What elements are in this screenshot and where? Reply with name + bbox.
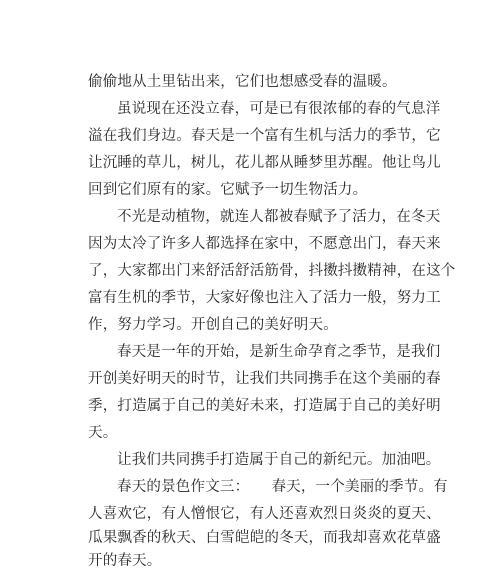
text-line: 因为太冷了许多人都选择在家中，不愿意出门，春天来 [88,236,441,252]
text-line: 偷偷地从土里钻出来，它们也想感受春的温暖。 [88,74,397,90]
text-line: 人喜欢它，有人憎恨它，有人还喜欢烈日炎炎的夏天、 [88,506,441,522]
paragraph-first-line: 虽说现在还没立春，可是已有很浓郁的春的气息洋 [117,101,441,117]
text-line: 溢在我们身边。春天是一个富有生机与活力的季节，它 [88,128,441,144]
paragraph-first-line: 春天的景色作文三： 春天，一个美丽的季节。有 [117,479,448,495]
text-line: 天。 [88,425,118,441]
text-line: 让沉睡的草儿，树儿，花儿都从睡梦里苏醒。他让鸟儿 [88,155,441,171]
paragraph-first-line: 春天是一年的开始，是新生命孕育之季节，是我们 [117,344,441,360]
paragraph-first-line: 让我们共同携手打造属于自己的新纪元。加油吧。 [117,452,441,468]
text-line: 回到它们原有的家。它赋予一切生物活力。 [88,182,368,198]
text-line: 瓜果飘香的秋天、白雪皑皑的冬天，而我却喜欢花草盛 [88,530,441,546]
text-line: 开的春天。 [88,553,162,569]
text-line: 富有生机的季节，大家好像也注入了活力一般，努力工 [88,290,441,306]
text-line: 了，大家都出门来舒活舒活筋骨，抖擞抖擞精神，在这个 [88,263,456,279]
text-line: 作，努力学习。开创自己的美好明天。 [88,317,338,333]
text-line: 季，打造属于自己的美好未来，打造属于自己的美好明 [88,398,441,414]
paragraph-first-line: 不光是动植物，就连人都被春赋予了活力，在冬天 [117,209,441,225]
text-line: 开创美好明天的时节，让我们共同携手在这个美丽的春 [88,371,441,387]
